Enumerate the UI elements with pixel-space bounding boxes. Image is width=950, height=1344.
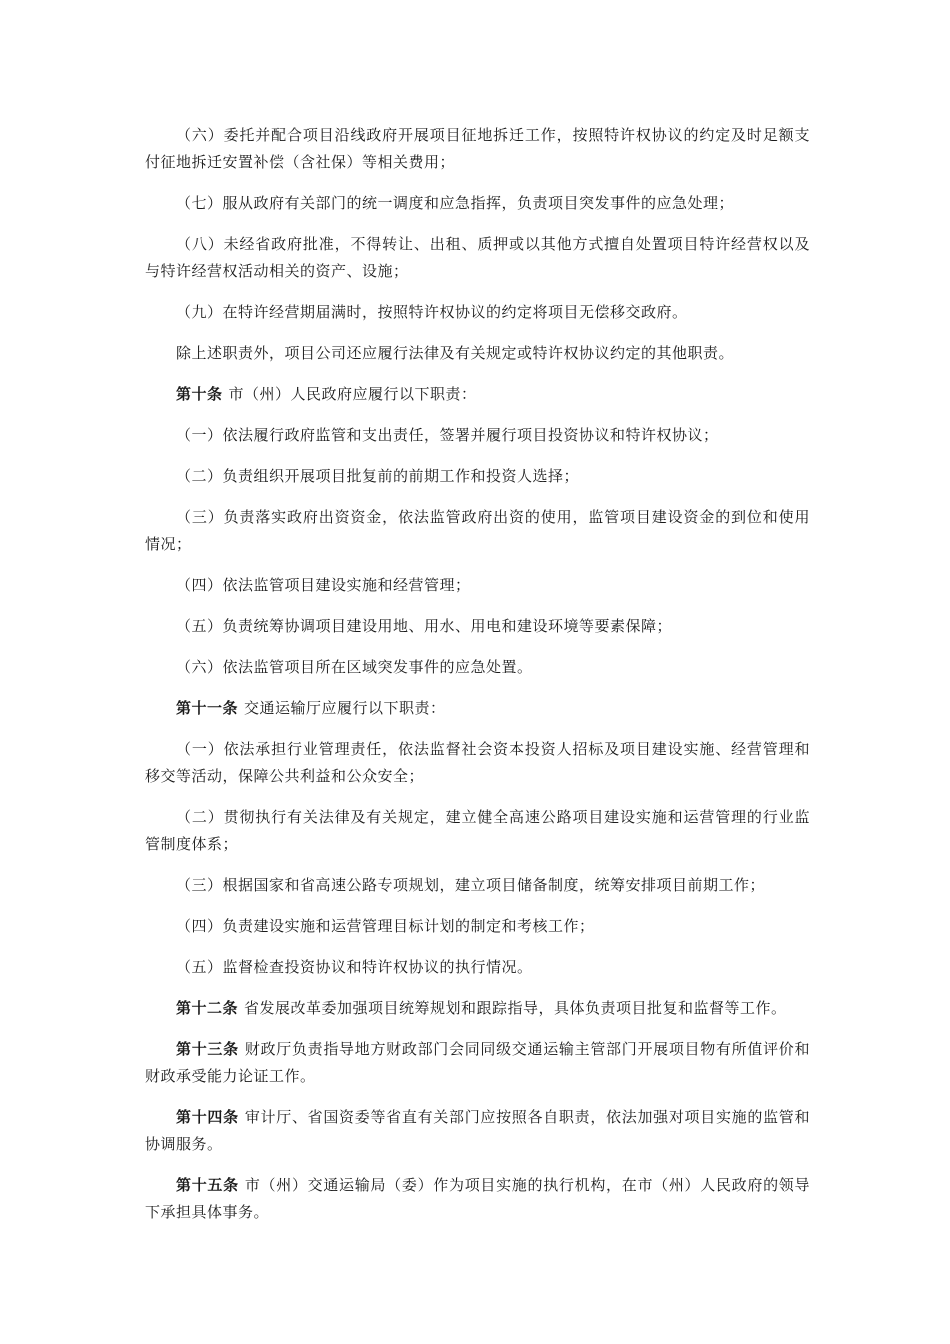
paragraph-text: （四）依法监管项目建设实施和经营管理； xyxy=(176,576,471,594)
article-11-item-1 xyxy=(145,736,810,790)
paragraph-item-9 xyxy=(145,299,810,326)
document-body xyxy=(145,122,810,1240)
article-heading: 第十五条 xyxy=(176,1176,239,1194)
paragraph-text: （三）根据国家和省高速公路专项规划，建立项目储备制度，统筹安排项目前期工作； xyxy=(176,876,766,894)
paragraph-text: （一）依法承担行业管理责任，依法监督社会资本投资人招标及项目建设实施、经营管理和移交等活动，保障公共利益和公众安全； xyxy=(145,740,810,785)
article-11 xyxy=(145,695,810,722)
article-10-item-4 xyxy=(145,572,810,599)
paragraph-text: （四）负责建设实施和运营管理目标计划的制定和考核工作； xyxy=(176,917,595,935)
article-11-item-3 xyxy=(145,872,810,899)
paragraph-item-7 xyxy=(145,190,810,217)
paragraph-item-8 xyxy=(145,231,810,285)
paragraph-text: （五）负责统筹协调项目建设用地、用水、用电和建设环境等要素保障； xyxy=(176,617,673,635)
article-10-item-5 xyxy=(145,613,810,640)
paragraph-text: 市（州）交通运输局（委）作为项目实施的执行机构，在市（州）人民政府的领导下承担具体事务。 xyxy=(145,1176,810,1221)
paragraph-text: 财政厅负责指导地方财政部门会同同级交通运输主管部门开展项目物有所值评价和财政承受能力论证工作。 xyxy=(145,1040,810,1085)
article-heading: 第十条 xyxy=(176,385,223,403)
paragraph-text: 除上述职责外，项目公司还应履行法律及有关规定或特许权协议约定的其他职责。 xyxy=(176,344,735,362)
article-10-item-3 xyxy=(145,504,810,558)
article-12 xyxy=(145,995,810,1022)
paragraph-text: 市（州）人民政府应履行以下职责： xyxy=(228,385,477,403)
paragraph-text: （七）服从政府有关部门的统一调度和应急指挥，负责项目突发事件的应急处理； xyxy=(176,194,735,212)
paragraph-text: （二）负责组织开展项目批复前的前期工作和投资人选择； xyxy=(176,467,580,485)
article-14 xyxy=(145,1104,810,1158)
article-10-item-1 xyxy=(145,422,810,449)
paragraph-text: （六）依法监管项目所在区域突发事件的应急处置。 xyxy=(176,658,533,676)
paragraph-text: 审计厅、省国资委等省直有关部门应按照各自职责，依法加强对项目实施的监管和协调服务。 xyxy=(145,1108,810,1153)
article-10 xyxy=(145,381,810,408)
article-15 xyxy=(145,1172,810,1226)
paragraph-text: （六）委托并配合项目沿线政府开展项目征地拆迁工作，按照特许权协议的约定及时足额支付征地拆迁安置补偿（含社保）等相关费用； xyxy=(145,126,810,171)
paragraph-other-duties xyxy=(145,340,810,367)
paragraph-text: （九）在特许经营期届满时，按照特许权协议的约定将项目无偿移交政府。 xyxy=(176,303,688,321)
paragraph-text: （三）负责落实政府出资资金，依法监管政府出资的使用，监管项目建设资金的到位和使用情况； xyxy=(145,508,810,553)
article-heading: 第十四条 xyxy=(176,1108,239,1126)
paragraph-item-6 xyxy=(145,122,810,176)
paragraph-text: 交通运输厅应履行以下职责： xyxy=(244,699,446,717)
article-10-item-6 xyxy=(145,654,810,681)
article-heading: 第十三条 xyxy=(176,1040,239,1058)
paragraph-text: （二）贯彻执行有关法律及有关规定，建立健全高速公路项目建设实施和运营管理的行业监管制度体系； xyxy=(145,808,810,853)
article-heading: 第十二条 xyxy=(176,999,239,1017)
article-11-item-4 xyxy=(145,913,810,940)
paragraph-text: （一）依法履行政府监管和支出责任，签署并履行项目投资协议和特许权协议； xyxy=(176,426,719,444)
article-11-item-5 xyxy=(145,954,810,981)
article-13 xyxy=(145,1036,810,1090)
article-10-item-2 xyxy=(145,463,810,490)
paragraph-text: （八）未经省政府批准，不得转让、出租、质押或以其他方式擅自处置项目特许经营权以及与特许经营权活动相关的资产、设施； xyxy=(145,235,810,280)
paragraph-text: 省发展改革委加强项目统筹规划和跟踪指导，具体负责项目批复和监督等工作。 xyxy=(244,999,787,1017)
article-heading: 第十一条 xyxy=(176,699,239,717)
paragraph-text: （五）监督检查投资协议和特许权协议的执行情况。 xyxy=(176,958,533,976)
article-11-item-2 xyxy=(145,804,810,858)
